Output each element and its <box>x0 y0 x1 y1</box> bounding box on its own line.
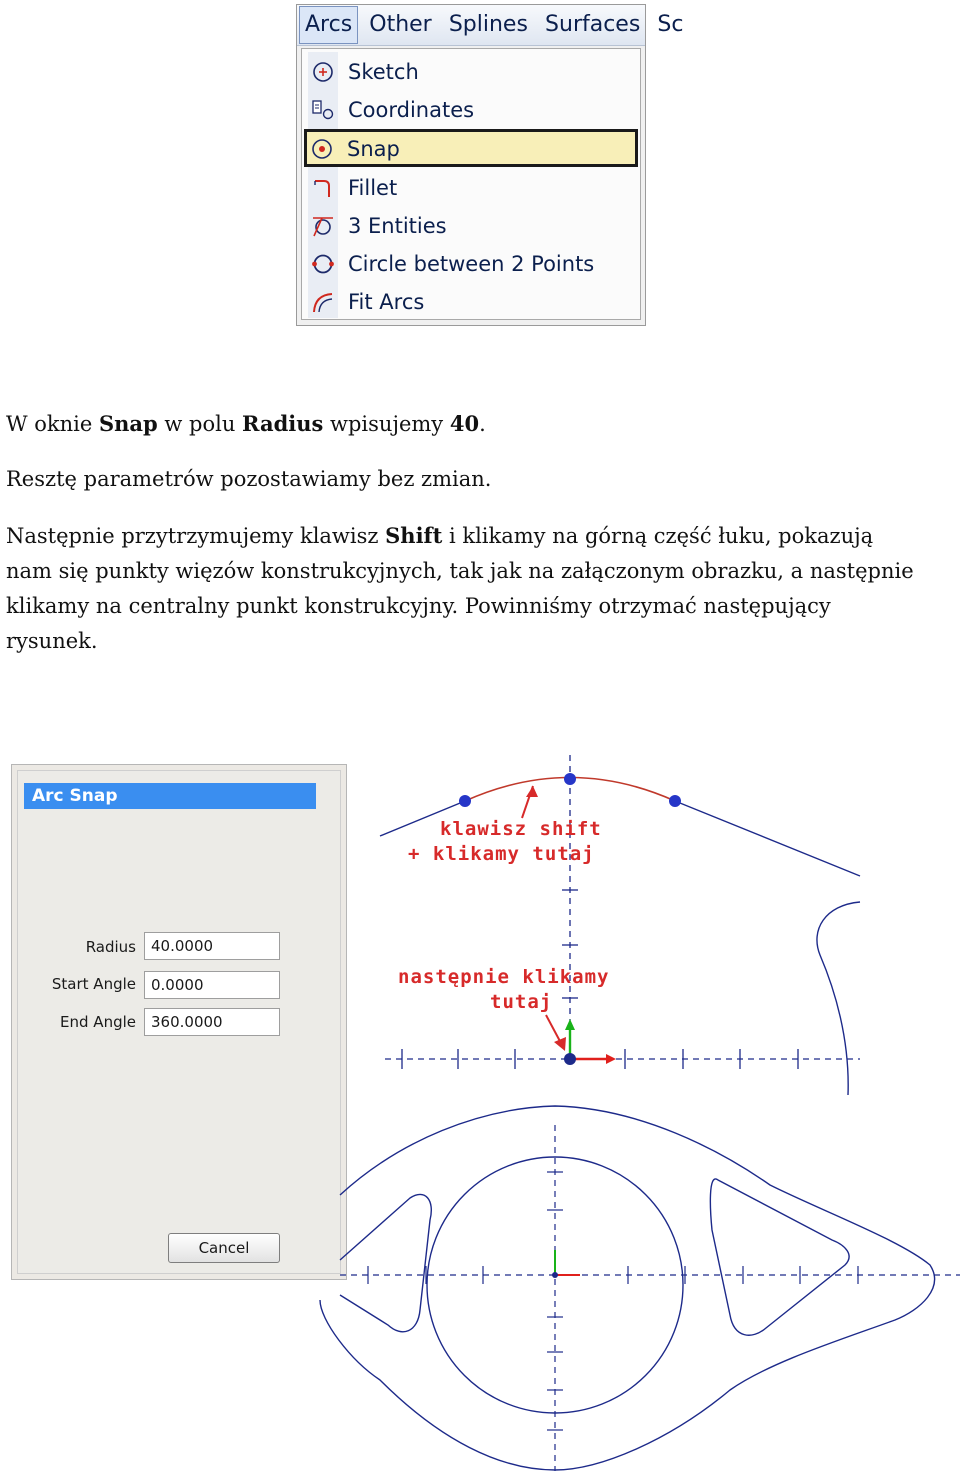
menu-item-snap[interactable] <box>304 129 638 167</box>
cad-drawing <box>340 740 960 1471</box>
arc-snap-panel <box>11 764 347 1280</box>
fit-arcs-icon <box>312 291 334 313</box>
snap-point-left[interactable] <box>459 795 471 807</box>
annotation-shift-line1: klawisz shift <box>440 818 602 840</box>
radius-input[interactable]: 40.0000 <box>144 932 280 960</box>
instruction-shift-click: Następnie przytrzymujemy klawisz Shift i klikamy na górną część łuku, pokazują nam się punkty więzów konstrukcyjnych, tak jak na załączonym obrazku, a następnie klikamy na centralny punkt konstrukcyjny. Powinniśmy otrzymać następujący rysunek. <box>6 523 914 653</box>
radius-term: Radius <box>242 411 324 436</box>
menu-item-label: Fillet <box>348 176 398 200</box>
annotation-then-line2: tutaj <box>490 991 553 1013</box>
sketch-arc-icon <box>312 61 334 83</box>
instruction-radius: W oknie Snap w polu Radius wpisujemy 40. <box>6 411 486 436</box>
menu-item-fit-arcs[interactable] <box>306 283 636 321</box>
right-tangent-line <box>675 801 860 876</box>
x-arrow-icon <box>606 1054 616 1064</box>
menu-item-label: Sketch <box>348 60 419 84</box>
end-angle-input[interactable]: 360.0000 <box>144 1008 280 1036</box>
three-entities-icon <box>312 215 334 237</box>
annotation-then-line1: następnie klikamy <box>398 966 610 988</box>
radius-value-term: 40 <box>449 411 480 436</box>
end-angle-label: End Angle <box>60 1013 136 1031</box>
snap-point-top[interactable] <box>564 773 576 785</box>
menu-item-fillet[interactable] <box>306 169 636 207</box>
arrow-head-icon <box>554 1037 566 1051</box>
central-snap-point[interactable] <box>564 1053 576 1065</box>
panel-title: Arc Snap <box>24 783 316 809</box>
arcs-dropdown <box>301 48 641 320</box>
instruction-rest: Resztę parametrów pozostawiamy bez zmian. <box>6 467 492 491</box>
cancel-button[interactable]: Cancel <box>168 1233 280 1263</box>
lower-center-point <box>552 1272 558 1278</box>
menu-item-coordinates[interactable] <box>306 91 636 129</box>
y-arrow-icon <box>565 1019 575 1030</box>
menu-tab-other[interactable]: Other <box>369 12 432 37</box>
menu-tab-sc[interactable]: Sc <box>657 12 684 37</box>
menu-item-label: Coordinates <box>348 98 475 122</box>
menu-item-label: Circle between 2 Points <box>348 252 595 276</box>
circle-two-points-icon <box>312 253 334 275</box>
menu-tab-surfaces[interactable]: Surfaces <box>545 12 641 37</box>
menu-bar <box>297 5 684 46</box>
snap-point-right[interactable] <box>669 795 681 807</box>
left-slot <box>340 1194 431 1331</box>
arrow-head-icon <box>526 786 538 797</box>
menu-item-label: 3 Entities <box>348 214 447 238</box>
right-slot <box>710 1179 849 1335</box>
snap-arc-icon <box>311 138 333 160</box>
start-angle-input[interactable]: 0.0000 <box>144 971 280 999</box>
menu-item-sketch[interactable] <box>306 53 636 91</box>
menu-item-label: Snap <box>347 137 400 161</box>
arcs-menu-screenshot <box>296 4 684 326</box>
menu-item-3-entities[interactable] <box>306 207 636 245</box>
radius-label: Radius <box>85 938 136 956</box>
annotation-shift-line2: + klikamy tutaj <box>408 843 595 865</box>
menu-tab-splines[interactable]: Splines <box>448 12 528 37</box>
menu-item-label: Fit Arcs <box>348 290 425 314</box>
part-outline <box>320 1106 935 1470</box>
start-angle-label: Start Angle <box>51 975 136 993</box>
coordinates-icon <box>312 99 334 121</box>
fillet-icon <box>312 177 334 199</box>
menu-item-circle-between-2-points[interactable] <box>306 245 636 283</box>
snap-term: Snap <box>98 411 158 436</box>
menu-tab-arcs[interactable]: Arcs <box>299 6 358 44</box>
shift-term: Shift <box>385 523 443 548</box>
right-outline-curve <box>817 902 860 1095</box>
